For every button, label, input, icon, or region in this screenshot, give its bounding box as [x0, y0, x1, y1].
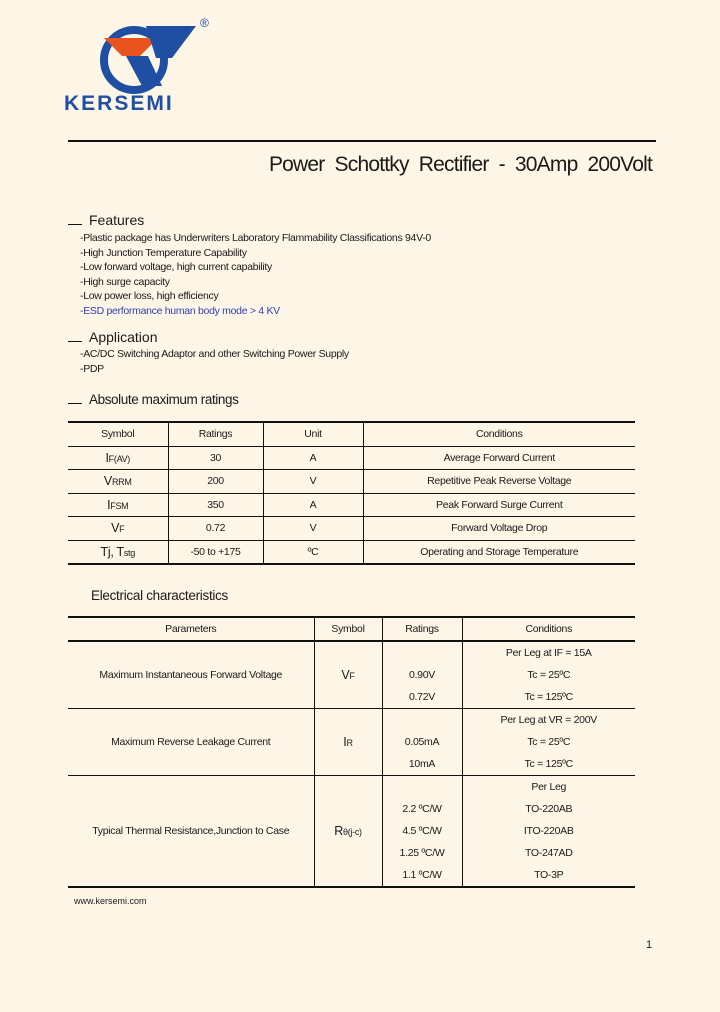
table-row [68, 776, 635, 888]
rating-cell: 30 [168, 446, 263, 470]
rating-cell: 0.72 [168, 517, 263, 541]
footer-url[interactable]: www.kersemi.com [74, 896, 147, 906]
list-item: -PDP [80, 362, 104, 375]
symbol-cell: Tj, Tstg [68, 540, 168, 564]
ratings-cell: 2.2 ºC/W 4.5 ºC/W 1.25 ºC/W 1.1 ºC/W [382, 776, 462, 888]
unit-cell: ºC [263, 540, 363, 564]
rating-cell: 200 [168, 470, 263, 494]
col-header: Conditions [462, 617, 635, 641]
brand-name: KERSEMI [64, 92, 174, 115]
table-header-row [68, 617, 635, 641]
table-row [68, 641, 635, 709]
conditions-cell: Per Leg at VR = 200V Tc = 25ºC Tc = 125ºC [462, 709, 635, 776]
col-header: Symbol [314, 617, 382, 641]
elec-heading: Electrical characteristics [91, 588, 228, 603]
conditions-cell: Per Leg TO-220AB ITO-220AB TO-247AD TO-3P [462, 776, 635, 888]
symbol-cell: VF [314, 641, 382, 709]
features-list [80, 231, 431, 319]
col-header: Ratings [382, 617, 462, 641]
elec-table [68, 616, 635, 888]
conditions-cell: Per Leg at IF = 15A Tc = 25ºC Tc = 125ºC [462, 641, 635, 709]
rating-cell: 350 [168, 493, 263, 517]
symbol-cell: VRRM [68, 470, 168, 494]
table-row [68, 540, 635, 564]
unit-cell: A [263, 493, 363, 517]
rating-cell: -50 to +175 [168, 540, 263, 564]
list-item: -ESD performance human body mode > 4 KV [80, 304, 280, 317]
condition-cell: Average Forward Current [363, 446, 635, 470]
symbol-cell: VF [68, 517, 168, 541]
parameter-cell: Typical Thermal Resistance,Junction to Case [68, 776, 314, 888]
unit-cell: V [263, 470, 363, 494]
col-header: Unit [263, 422, 363, 446]
list-item: -Low power loss, high efficiency [80, 290, 219, 303]
symbol-cell: IFSM [68, 493, 168, 517]
header-rule [68, 140, 656, 142]
table-row [68, 493, 635, 517]
col-header: Ratings [168, 422, 263, 446]
table-row [68, 446, 635, 470]
application-heading: Application [68, 329, 158, 345]
application-list [80, 347, 349, 376]
table-row [68, 517, 635, 541]
features-heading: Features [68, 212, 144, 228]
unit-cell: V [263, 517, 363, 541]
page-number: 1 [646, 939, 653, 951]
page-title: Power Schottky Rectifier - 30Amp 200Volt [268, 153, 652, 176]
abs-max-heading: Absolute maximum ratings [68, 392, 238, 407]
list-item: -Low forward voltage, high current capability [80, 261, 272, 274]
registered-mark: ® [200, 16, 209, 30]
symbol-cell: IR [314, 709, 382, 776]
col-header: Parameters [68, 617, 314, 641]
col-header: Symbol [68, 422, 168, 446]
abs-max-table [68, 421, 635, 565]
table-header-row [68, 422, 635, 446]
symbol-cell: Rθ(j-c) [314, 776, 382, 888]
parameter-cell: Maximum Instantaneous Forward Voltage [68, 641, 314, 709]
list-item: -AC/DC Switching Adaptor and other Switching Power Supply [80, 348, 349, 360]
table-row [68, 709, 635, 776]
ratings-cell: 0.05mA 10mA [382, 709, 462, 776]
list-item: -High surge capacity [80, 275, 170, 288]
col-header: Conditions [363, 422, 635, 446]
symbol-cell: IF(AV) [68, 446, 168, 470]
list-item: -Plastic package has Underwriters Laboratory Flammability Classifications 94V-0 [80, 232, 431, 244]
parameter-cell: Maximum Reverse Leakage Current [68, 709, 314, 776]
table-row [68, 470, 635, 494]
condition-cell: Forward Voltage Drop [363, 517, 635, 541]
list-item: -High Junction Temperature Capability [80, 246, 247, 259]
unit-cell: A [263, 446, 363, 470]
condition-cell: Operating and Storage Temperature [363, 540, 635, 564]
ratings-cell: 0.90V 0.72V [382, 641, 462, 709]
condition-cell: Peak Forward Surge Current [363, 493, 635, 517]
kersemi-logo-icon [96, 16, 206, 94]
condition-cell: Repetitive Peak Reverse Voltage [363, 470, 635, 494]
